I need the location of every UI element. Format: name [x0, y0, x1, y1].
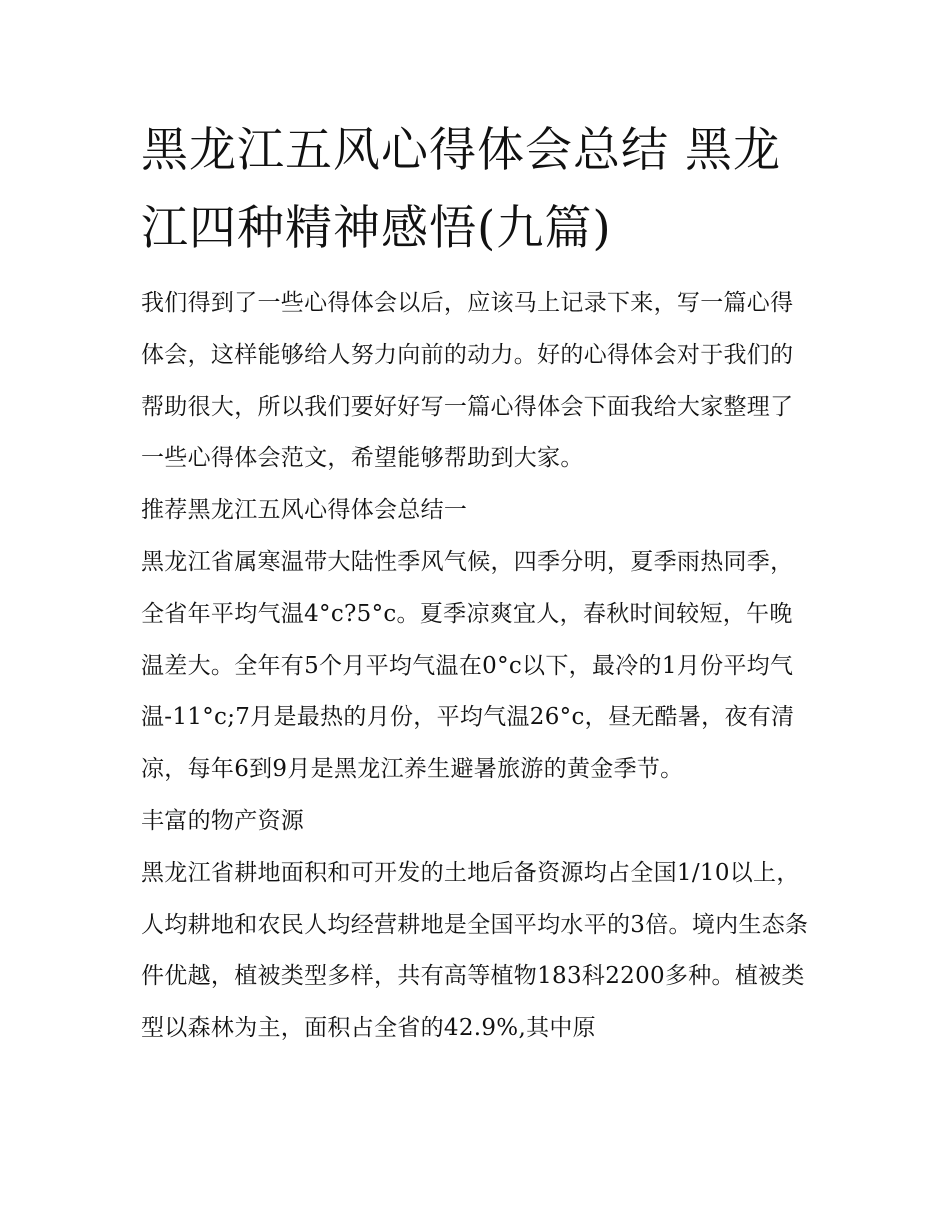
resources-paragraph: 黑龙江省耕地面积和可开发的土地后备资源均占全国1/10以上，人均耕地和农民人均经营耕地是全国平均水平的3倍。境内生态条件优越，植被类型多样，共有高等植物183科2200多种。植被类型以森林为主，面积占全省的42.9%,其中原: [141, 859, 809, 1042]
section-heading: 推荐黑龙江五风心得体会总结一: [141, 497, 468, 524]
section-heading: 丰富的物产资源: [141, 807, 305, 834]
document-title: 黑龙江五风心得体会总结 黑龙江四种精神感悟(九篇): [141, 123, 781, 256]
climate-paragraph: 黑龙江省属寒温带大陆性季风气候，四季分明，夏季雨热同季，全省年平均气温4°c?5°c。夏季凉爽宜人，春秋时间较短，午晚温差大。全年有5个月平均气温在0°c以下，最冷的1月份平均气温-11°c;7月是最热的月份，平均气温26°c，昼无酷暑，夜有清凉，每年6到9月是黑龙江养生避暑旅游的黄金季节。: [141, 548, 795, 783]
document-page: [141, 112, 813, 1055]
intro-paragraph: 我们得到了一些心得体会以后，应该马上记录下来，写一篇心得体会，这样能够给人努力向前的动力。好的心得体会对于我们的帮助很大，所以我们要好好写一篇心得体会下面我给大家整理了一些心得体会范文，希望能够帮助到大家。: [141, 290, 794, 472]
